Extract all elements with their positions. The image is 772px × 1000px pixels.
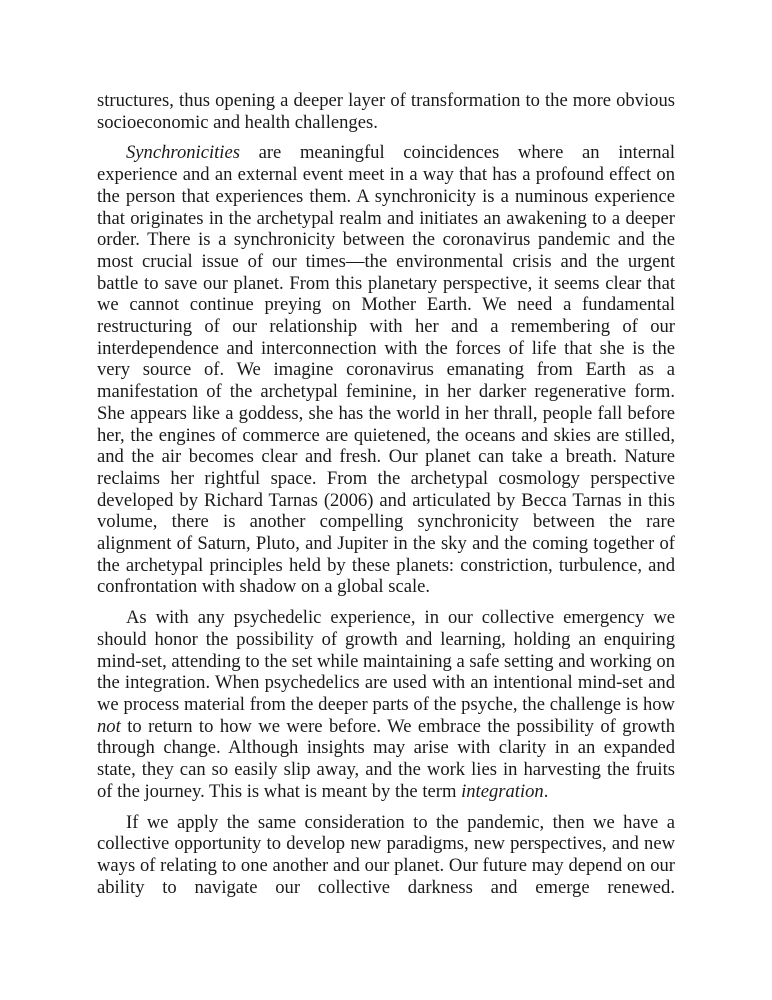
paragraph-2 (97, 142, 675, 598)
paragraph-4-text: If we apply the same consideration to the pandemic, then we have a collective opportunity to develop new paradigms, new perspectives, and new ways of relating to one another and our planet. Our future may depend on our ability to navigate our collective darkness and emerge renewed. (97, 811, 675, 898)
term-integration: integration (461, 780, 544, 802)
paragraph-3-text-a: As with any psychedelic experience, in our collective emergency we should honor the possibility of growth and learning, holding an enquiring mind-set, attending to the set while maintaining a safe setting and working on the integration. When psychedelics are used with an intentional mind-set and we process material from the deeper parts of the psyche, the challenge is how (97, 607, 675, 715)
paragraph-3 (97, 607, 675, 802)
paragraph-1-text: structures, thus opening a deeper layer of transformation to the more obvious socioeconomic and health challenges. (97, 90, 675, 133)
paragraph-3-text-b: to return to how we were before. We embrace the possibility of growth through change. Although insights may arise with clarity in an expanded state, they can so easily slip away, and the work lies in harvesting the fruits of the journey. This is what is meant by the term (97, 715, 675, 802)
paragraph-1 (97, 90, 675, 133)
term-synchronicities: Synchronicities (126, 142, 240, 164)
paragraph-3-text-c: . (543, 780, 549, 802)
emphasis-not: not (97, 715, 121, 737)
paragraph-4 (97, 812, 675, 899)
document-page (97, 90, 675, 907)
paragraph-2-text: are meaningful coincidences where an internal experience and an external event meet in a way that has a profound effect on the person that experiences them. A synchronicity is a numinous experience that originates in the archetypal realm and initiates an awakening to a deeper order. There is a synchronicity between the coronavirus pandemic and the most crucial issue of our times—the environmental crisis and the urgent battle to save our planet. From this planetary perspective, it seems clear that we cannot continue preying on Mother Earth. We need a fundamental restructuring of our relationship with her and a remembering of our interdependence and interconnection with the forces of life that she is the very source of. We imagine coronavirus emanating from Earth as a manifestation of the archetypal feminine, in her darker regenerative form. She appears like a goddess, she has the world in her thrall, people fall before her, the engines of commerce are quietened, the oceans and skies are stilled, and the air becomes clear and fresh. Our planet can take a breath. Nature reclaims her rightful space. From the archetypal cosmology perspective developed by Richard Tarnas (2006) and articulated by Becca Tarnas in this volume, there is another compelling synchronicity between the rare alignment of Saturn, Pluto, and Jupiter in the sky and the coming together of the archetypal principles held by these planets: constriction, turbulence, and confrontation with shadow on a global scale. (97, 142, 675, 598)
